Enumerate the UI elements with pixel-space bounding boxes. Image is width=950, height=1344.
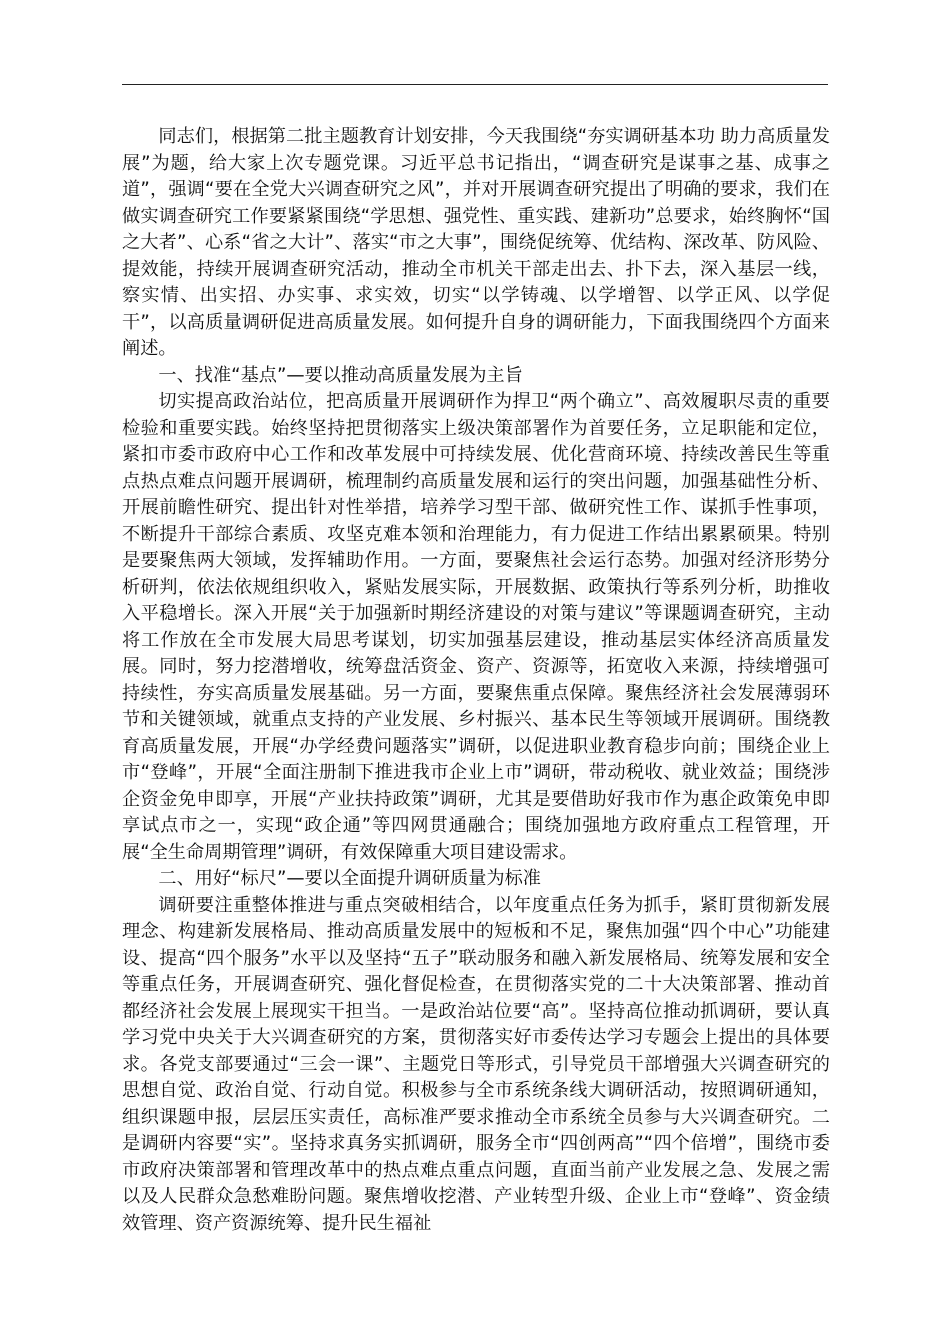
document-body bbox=[122, 124, 830, 1237]
section-1-paragraph: 切实提高政治站位，把高质量开展调研作为捍卫“两个确立”、高效履职尽责的重要检验和重要实践。始终坚持把贯彻落实上级决策部署作为首要任务，立足职能和定位，紧扣市委市政府中心工作和改革发展中可持续发展、优化营商环境、持续改善民生等重点热点难点问题开展调研，梳理制约高质量发展和运行的突出问题，加强基础性分析、开展前瞻性研究、提出针对性举措，培养学习型干部、做研究性工作、谋抓手性事项，不断提升干部综合素质、攻坚克难本领和治理能力，有力促进工作结出累累硕果。特别是要聚焦两大领域，发挥辅助作用。一方面，要聚焦社会运行态势。加强对经济形势分析研判，依法依规组织收入，紧贴发展实际，开展数据、政策执行等系列分析，助推收入平稳增长。深入开展“关于加强新时期经济建设的对策与建议”等课题调查研究，主动将工作放在全市发展大局思考谋划，切实加强基层建设，推动基层实体经济高质量发展。同时，努力挖潜增收，统筹盘活资金、资产、资源等，拓宽收入来源，持续增强可持续性，夯实高质量发展基础。另一方面，要聚焦重点保障。聚焦经济社会发展薄弱环节和关键领域，就重点支持的产业发展、乡村振兴、基本民生等领域开展调研。围绕教育高质量发展，开展“办学经费问题落实”调研，以促进职业教育稳步向前；围绕企业上市“登峰”，开展“全面注册制下推进我市企业上市”调研，带动税收、就业效益；围绕涉企资金免申即享，开展“产业扶持政策”调研，尤其是要借助好我市作为惠企政策免申即享试点市之一，实现“政企通”等四网贯通融合；围绕加强地方政府重点工程管理，开展“全生命周期管理”调研，有效保障重大项目建设需求。 bbox=[122, 391, 830, 863]
header-rule bbox=[122, 84, 828, 85]
intro-paragraph: 同志们，根据第二批主题教育计划安排，今天我围绕“夯实调研基本功 助力高质量发展”为题，给大家上次专题党课。习近平总书记指出，“调查研究是谋事之基、成事之道”，强调“要在全党大兴调查研究之风”，并对开展调查研究提出了明确的要求，我们在做实调查研究工作要紧紧围绕“学思想、强党性、重实践、建新功”总要求，始终胸怀“国之大者”、心系“省之大计”、落实“市之大事”，围绕促统筹、优结构、深改革、防风险、提效能，持续开展调查研究活动，推动全市机关干部走出去、扑下去，深入基层一线，察实情、出实招、办实事、求实效，切实“以学铸魂、以学增智、以学正风、以学促干”，以高质量调研促进高质量发展。如何提升自身的调研能力，下面我围绕四个方面来阐述。 bbox=[122, 126, 830, 359]
section-2-paragraph: 调研要注重整体推进与重点突破相结合，以年度重点任务为抓手，紧盯贯彻新发展理念、构建新发展格局、推动高质量发展中的短板和不足，聚焦加强“四个中心”功能建设、提高“四个服务”水平以及坚持“五子”联动服务和融入新发展格局、统筹发展和安全等重点任务，开展调查研究、强化督促检查，在贯彻落实党的二十大决策部署、推动首都经济社会发展上展现实干担当。一是政治站位要“高”。坚持高位推动抓调研，要认真学习党中央关于大兴调查研究的方案，贯彻落实好市委传达学习专题会上提出的具体要求。各党支部要通过“三会一课”、主题党日等形式，引导党员干部增强大兴调查研究的思想自觉、政治自觉、行动自觉。积极参与全市系统条线大调研活动，按照调研通知，组织课题申报，层层压实责任，高标准严要求推动全市系统全员参与大兴调查研究。二是调研内容要“实”。坚持求真务实抓调研，服务全市“四创两高”“四个倍增”，围绕市委市政府决策部署和管理改革中的热点难点重点问题，直面当前产业发展之急、发展之需以及人民群众急愁难盼问题。聚焦增收挖潜、产业转型升级、企业上市“登峰”、资金绩效管理、资产资源统筹、提升民生福祉 bbox=[122, 894, 830, 1234]
section-heading-2: 二、用好“标尺”—要以全面提升调研质量为标准 bbox=[158, 868, 541, 889]
section-heading-1: 一、找准“基点”—要以推动高质量发展为主旨 bbox=[158, 364, 523, 386]
